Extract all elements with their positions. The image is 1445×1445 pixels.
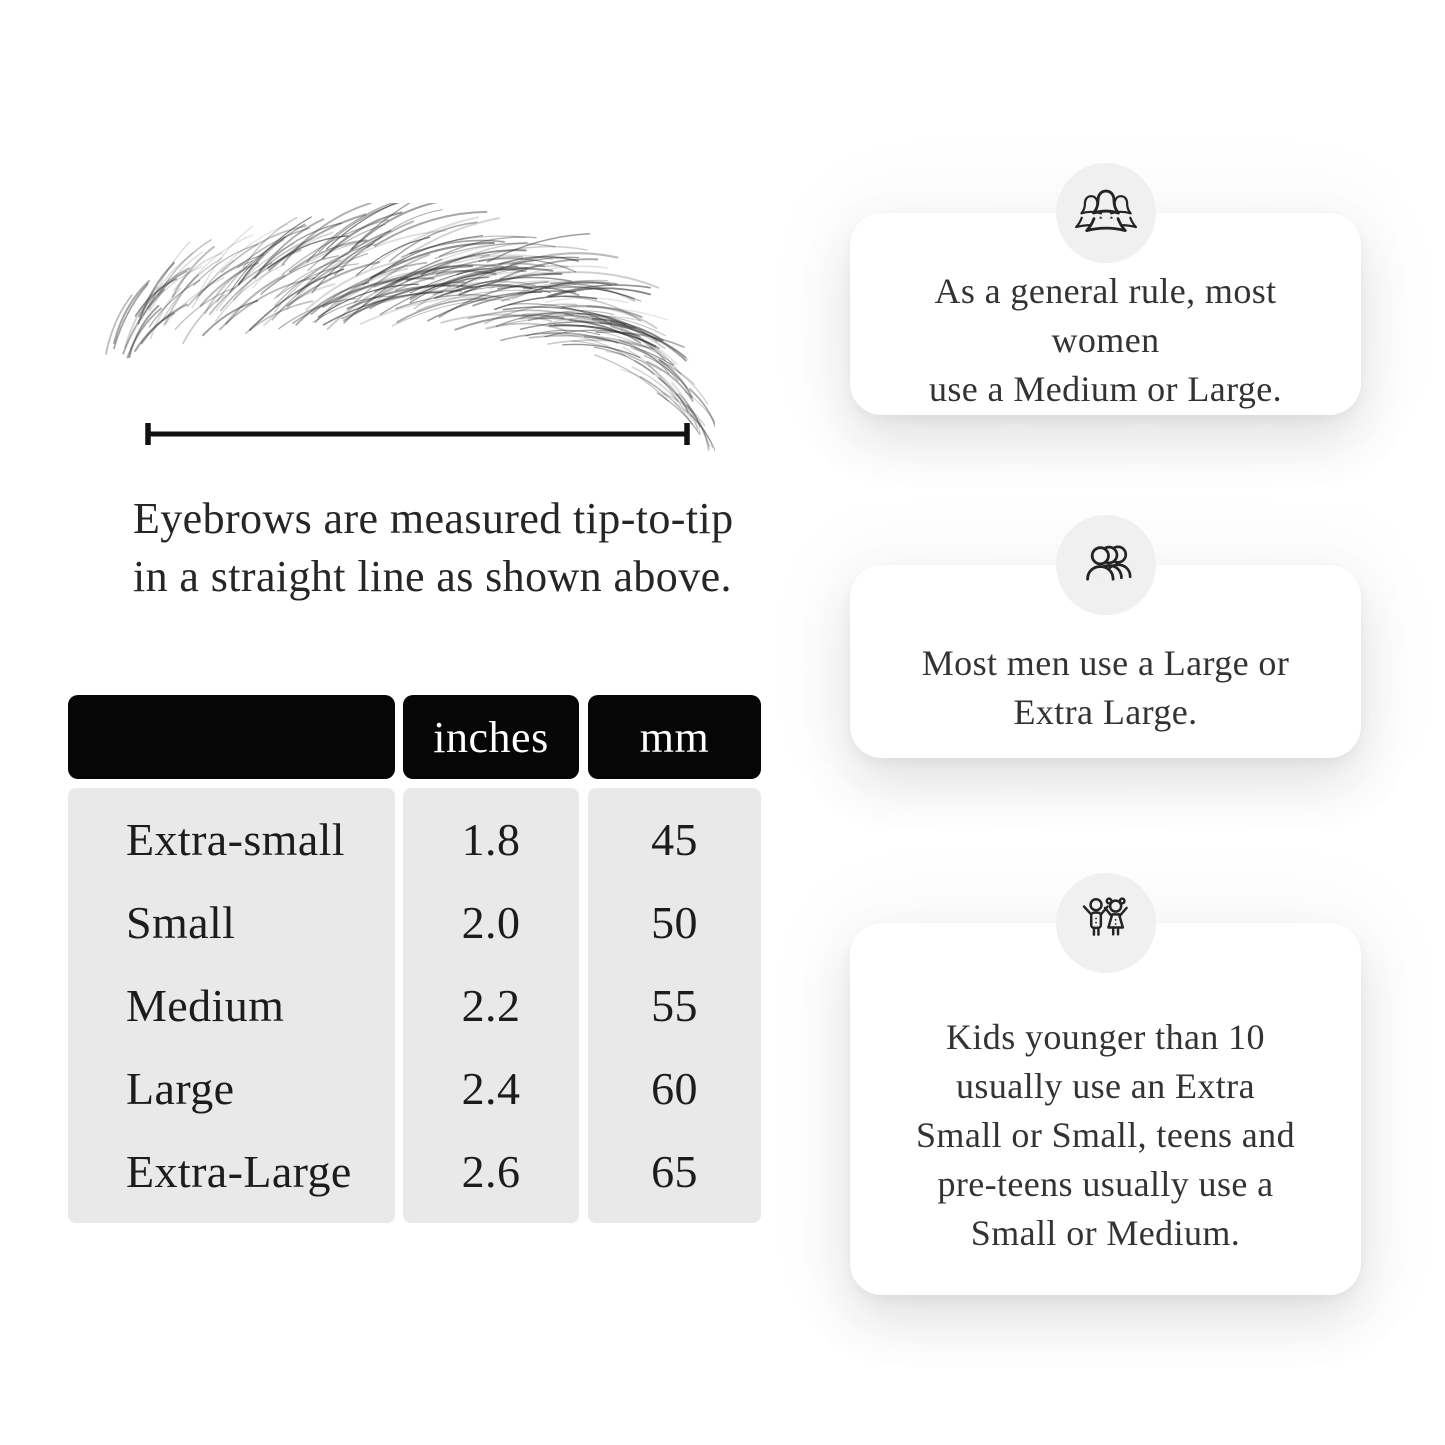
info-card-men [850, 565, 1361, 758]
header-cell-inches: inches [403, 695, 579, 779]
header-cell-name [68, 695, 395, 779]
column-size-names [68, 788, 395, 1223]
table-cell: Medium [126, 980, 285, 1031]
info-card-kids [850, 923, 1361, 1295]
table-cell: Extra-Large [126, 1146, 352, 1197]
info-card-women [850, 213, 1361, 415]
table-cell: 2.4 [461, 1063, 521, 1114]
eyebrow-illustration [95, 203, 715, 455]
table-cell: 45 [651, 814, 698, 865]
size-table-header [68, 695, 761, 779]
size-table [68, 695, 761, 1223]
table-cell: 65 [651, 1146, 698, 1197]
card-text-line: Extra Large. [1013, 691, 1198, 732]
table-cell: 50 [651, 897, 698, 948]
men-group-icon [1072, 531, 1140, 599]
card-text [878, 267, 1333, 414]
card-text-line: Kids younger than 10 [946, 1016, 1265, 1057]
table-cell: 2.6 [461, 1146, 521, 1197]
icon-circle [1056, 163, 1156, 263]
card-text [922, 639, 1289, 737]
header-cell-mm: mm [588, 695, 761, 779]
column-inches [403, 788, 579, 1223]
column-mm [588, 788, 761, 1223]
card-text-line: Small or Medium. [970, 1212, 1241, 1253]
table-cell: 55 [651, 980, 698, 1031]
card-text-line: pre-teens usually use a [937, 1163, 1274, 1204]
figure-caption-line: in a straight line as shown above. [133, 552, 732, 601]
card-text-line: As a general rule, most women [934, 270, 1277, 360]
table-cell: 2.0 [461, 897, 521, 948]
table-cell: 60 [651, 1063, 698, 1114]
figure-caption [133, 490, 733, 606]
icon-circle [1056, 873, 1156, 973]
card-text-line: use a Medium or Large. [928, 368, 1283, 409]
measure-line [145, 421, 690, 447]
table-cell: Large [126, 1063, 235, 1114]
icon-circle [1056, 515, 1156, 615]
kids-icon [1073, 890, 1139, 956]
card-text-line: Most men use a Large or [921, 642, 1290, 683]
figure-caption-line: Eyebrows are measured tip-to-tip [133, 494, 734, 543]
table-cell: 2.2 [461, 980, 521, 1031]
card-text-line: usually use an Extra [956, 1065, 1255, 1106]
size-table-body [68, 788, 761, 1223]
card-text-line: Small or Small, teens and [916, 1114, 1295, 1155]
table-cell: Extra-small [126, 814, 345, 865]
women-group-icon [1072, 179, 1140, 247]
card-text [916, 1013, 1295, 1258]
table-cell: Small [126, 897, 236, 948]
table-cell: 1.8 [461, 814, 521, 865]
